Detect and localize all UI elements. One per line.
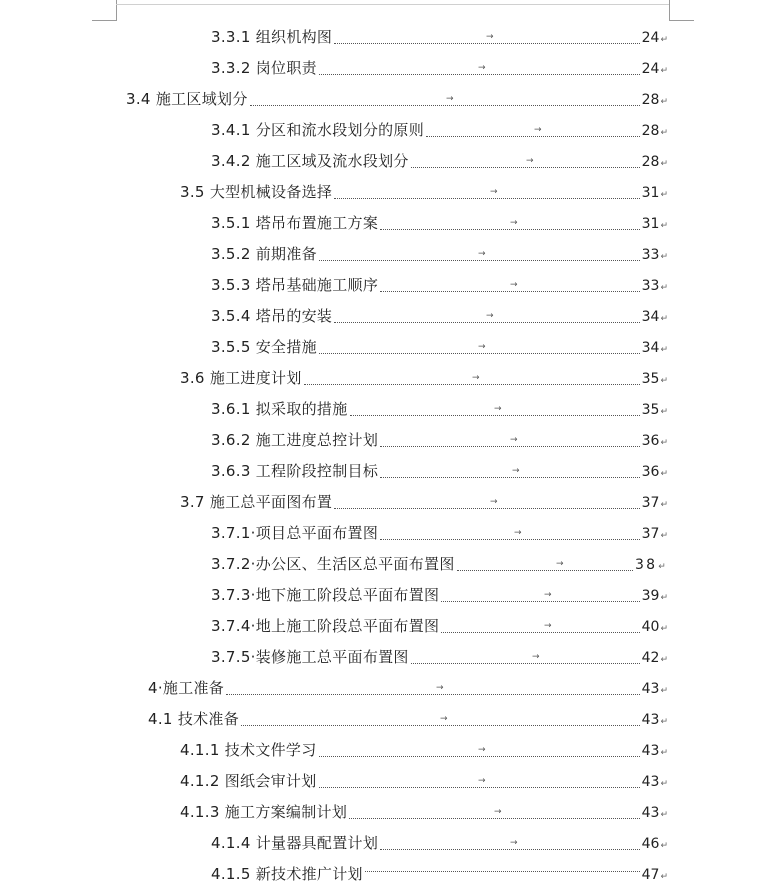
toc-entry-title: 3.4 施工区域划分 [126, 90, 248, 108]
toc-dot-leader [380, 476, 639, 478]
toc-entry[interactable] [0, 53, 782, 84]
tab-mark-icon: → [510, 435, 518, 445]
tab-mark-icon: → [478, 342, 486, 352]
toc-entry-title: 3.5.2 前期准备 [211, 245, 317, 263]
toc-entry[interactable] [0, 704, 782, 735]
paragraph-mark-icon: ↵ [660, 841, 668, 851]
paragraph-mark-icon: ↵ [660, 376, 668, 386]
tab-mark-icon: → [486, 32, 494, 42]
tab-mark-icon: → [494, 404, 502, 414]
toc-entry[interactable] [0, 611, 782, 642]
toc-entry-title: 3.5.4 塔吊的安装 [211, 307, 333, 325]
paragraph-mark-icon: ↵ [660, 872, 668, 882]
toc-entry-title: 3.6 施工进度计划 [180, 369, 302, 387]
toc-entry[interactable] [0, 487, 782, 518]
toc-page-number: 35↵ [641, 371, 668, 387]
toc-entry-title: 3.7.2·办公区、生活区总平面布置图 [211, 555, 455, 573]
toc-page-number: 34↵ [641, 309, 668, 325]
toc-entry[interactable] [0, 239, 782, 270]
paragraph-mark-icon: ↵ [660, 655, 668, 665]
toc-entry[interactable] [0, 735, 782, 766]
toc-entry-title: 3.7.3·地下施工阶段总平面布置图 [211, 586, 440, 604]
toc-page-number: 39↵ [641, 588, 668, 604]
tab-mark-icon: → [514, 528, 522, 538]
toc-entry-title: 3.6.3 工程阶段控制目标 [211, 462, 379, 480]
toc-entry-title: 4·施工准备 [148, 679, 225, 697]
toc-entry[interactable] [0, 301, 782, 332]
paragraph-mark-icon: ↵ [660, 717, 668, 727]
toc-entry-title: 4.1.5 新技术推广计划 [211, 865, 363, 883]
toc-entry-title: 3.5.1 塔吊布置施工方案 [211, 214, 379, 232]
paragraph-mark-icon: ↵ [660, 314, 668, 324]
toc-entry-title: 3.7.4·地上施工阶段总平面布置图 [211, 617, 440, 635]
toc-page-number: 33↵ [641, 247, 668, 263]
toc-entry[interactable] [0, 673, 782, 704]
toc-entry-title: 3.5.5 安全措施 [211, 338, 317, 356]
paragraph-mark-icon: ↵ [660, 221, 668, 231]
toc-dot-leader [365, 870, 640, 872]
toc-page-number: 38↵ [635, 557, 668, 573]
table-of-contents [0, 22, 782, 883]
toc-dot-leader [457, 569, 633, 571]
toc-page-number: 43↵ [641, 712, 668, 728]
tab-mark-icon: → [478, 745, 486, 755]
toc-dot-leader [441, 631, 639, 633]
toc-entry-title: 3.3.2 岗位职责 [211, 59, 317, 77]
toc-page-number: 43↵ [641, 743, 668, 759]
toc-entry-title: 3.7.5·装修施工总平面布置图 [211, 648, 409, 666]
toc-entry[interactable] [0, 270, 782, 301]
tab-mark-icon: → [532, 652, 540, 662]
toc-entry-title: 3.4.2 施工区域及流水段划分 [211, 152, 409, 170]
toc-entry[interactable] [0, 177, 782, 208]
tab-mark-icon: → [512, 466, 520, 476]
toc-page-number: 36↵ [641, 464, 668, 480]
toc-dot-leader [441, 600, 639, 602]
paragraph-mark-icon: ↵ [660, 810, 668, 820]
paragraph-mark-icon: ↵ [660, 531, 668, 541]
paragraph-mark-icon: ↵ [658, 562, 668, 572]
toc-page-number: 24↵ [641, 61, 668, 77]
toc-entry-title: 3.5 大型机械设备选择 [180, 183, 333, 201]
toc-entry-title: 3.5.3 塔吊基础施工顺序 [211, 276, 379, 294]
tab-mark-icon: → [510, 218, 518, 228]
paragraph-mark-icon: ↵ [660, 469, 668, 479]
tab-mark-icon: → [544, 621, 552, 631]
toc-entry[interactable] [0, 518, 782, 549]
toc-entry[interactable] [0, 828, 782, 859]
tab-mark-icon: → [510, 280, 518, 290]
tab-mark-icon: → [440, 714, 448, 724]
toc-page-number: 42↵ [641, 650, 668, 666]
toc-entry[interactable] [0, 425, 782, 456]
toc-entry-title: 4.1.3 施工方案编制计划 [180, 803, 348, 821]
toc-page-number: 47↵ [641, 867, 668, 883]
toc-page-number: 36↵ [641, 433, 668, 449]
toc-entry-title: 3.3.1 组织机构图 [211, 28, 333, 46]
paragraph-mark-icon: ↵ [660, 97, 668, 107]
toc-entry[interactable] [0, 208, 782, 239]
toc-dot-leader [426, 135, 640, 137]
tab-mark-icon: → [510, 838, 518, 848]
toc-entry[interactable] [0, 766, 782, 797]
tab-mark-icon: → [490, 497, 498, 507]
toc-page-number: 28↵ [641, 123, 668, 139]
paragraph-mark-icon: ↵ [660, 624, 668, 634]
toc-entry[interactable] [0, 642, 782, 673]
toc-dot-leader [380, 538, 639, 540]
toc-entry[interactable] [0, 859, 782, 883]
tab-mark-icon: → [486, 311, 494, 321]
paragraph-mark-icon: ↵ [660, 283, 668, 293]
toc-entry-title: 3.4.1 分区和流水段划分的原则 [211, 121, 425, 139]
paragraph-mark-icon: ↵ [660, 128, 668, 138]
toc-entry-title: 3.6.2 施工进度总控计划 [211, 431, 379, 449]
paragraph-mark-icon: ↵ [660, 159, 668, 169]
toc-entry[interactable] [0, 394, 782, 425]
tab-mark-icon: → [494, 807, 502, 817]
toc-page-number: 43↵ [641, 774, 668, 790]
paragraph-mark-icon: ↵ [660, 438, 668, 448]
toc-page-number: 31↵ [641, 185, 668, 201]
tab-mark-icon: → [478, 776, 486, 786]
tab-mark-icon: → [490, 187, 498, 197]
toc-page-number: 35↵ [641, 402, 668, 418]
toc-entry-title: 4.1.1 技术文件学习 [180, 741, 317, 759]
tab-mark-icon: → [526, 156, 534, 166]
toc-entry[interactable] [0, 580, 782, 611]
toc-page-number: 31↵ [641, 216, 668, 232]
toc-dot-leader [334, 507, 639, 509]
page-top-edge [116, 4, 669, 5]
paragraph-mark-icon: ↵ [660, 593, 668, 603]
toc-entry[interactable] [0, 456, 782, 487]
toc-page-number: 37↵ [641, 526, 668, 542]
toc-page-number: 33↵ [641, 278, 668, 294]
toc-entry-title: 3.7.1·项目总平面布置图 [211, 524, 379, 542]
tab-mark-icon: → [478, 249, 486, 259]
paragraph-mark-icon: ↵ [660, 35, 668, 45]
toc-entry-title: 4.1 技术准备 [148, 710, 240, 728]
tab-mark-icon: → [472, 373, 480, 383]
paragraph-mark-icon: ↵ [660, 500, 668, 510]
tab-mark-icon: → [446, 94, 454, 104]
toc-entry[interactable] [0, 146, 782, 177]
tab-mark-icon: → [534, 125, 542, 135]
toc-entry-title: 4.1.4 计量器具配置计划 [211, 834, 379, 852]
toc-entry[interactable] [0, 797, 782, 828]
toc-entry[interactable] [0, 549, 782, 580]
margin-corner-right [669, 0, 694, 21]
toc-entry-title: 3.6.1 拟采取的措施 [211, 400, 348, 418]
paragraph-mark-icon: ↵ [660, 345, 668, 355]
tab-mark-icon: → [556, 559, 566, 569]
toc-entry[interactable] [0, 84, 782, 115]
toc-dot-leader [250, 104, 640, 106]
paragraph-mark-icon: ↵ [660, 252, 668, 262]
toc-page-number: 34↵ [641, 340, 668, 356]
paragraph-mark-icon: ↵ [660, 66, 668, 76]
toc-entry[interactable] [0, 115, 782, 146]
toc-page-number: 40↵ [641, 619, 668, 635]
paragraph-mark-icon: ↵ [660, 779, 668, 789]
paragraph-mark-icon: ↵ [660, 686, 668, 696]
toc-page-number: 24↵ [641, 30, 668, 46]
toc-entry-title: 3.7 施工总平面图布置 [180, 493, 333, 511]
tab-mark-icon: → [544, 590, 552, 600]
toc-page-number: 43↵ [641, 805, 668, 821]
toc-page-number: 46↵ [641, 836, 668, 852]
toc-entry[interactable] [0, 332, 782, 363]
toc-dot-leader [411, 662, 640, 664]
toc-entry[interactable] [0, 22, 782, 53]
toc-page-number: 37↵ [641, 495, 668, 511]
toc-entry[interactable] [0, 363, 782, 394]
toc-page-number: 28↵ [641, 92, 668, 108]
toc-dot-leader [226, 693, 640, 695]
tab-mark-icon: → [436, 683, 444, 693]
margin-corner-left [92, 0, 117, 21]
paragraph-mark-icon: ↵ [660, 407, 668, 417]
toc-dot-leader [334, 197, 639, 199]
toc-entry-title: 4.1.2 图纸会审计划 [180, 772, 317, 790]
paragraph-mark-icon: ↵ [660, 748, 668, 758]
toc-page-number: 28↵ [641, 154, 668, 170]
toc-page-number: 43↵ [641, 681, 668, 697]
tab-mark-icon: → [478, 63, 486, 73]
paragraph-mark-icon: ↵ [660, 190, 668, 200]
